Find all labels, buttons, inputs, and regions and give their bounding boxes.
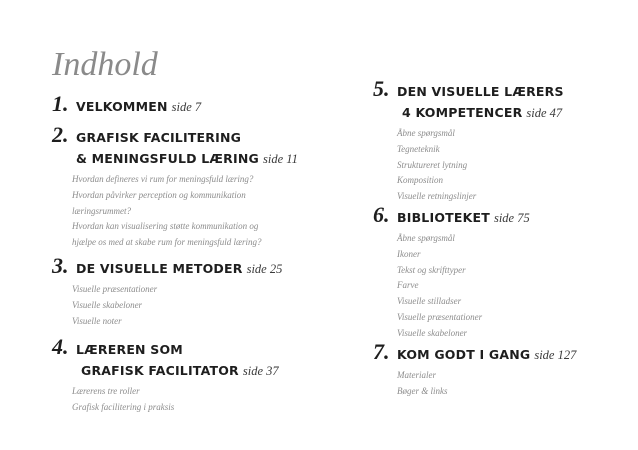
subitem: Åbne spørgsmål <box>397 128 455 138</box>
subitem-list <box>52 282 282 329</box>
subitem: Hvordan påvirker perception og kommunikation <box>72 189 246 200</box>
chapter-title: LÆREREN SOM <box>76 342 183 357</box>
chapter-title: DEN VISUELLE LÆRERS <box>397 84 564 99</box>
chapter-number: 5. <box>373 76 390 101</box>
subitem: Visuelle retningslinjer <box>397 191 477 202</box>
subitem: Ikoner <box>397 248 421 259</box>
chapter-number: 7. <box>373 339 390 364</box>
toc-entry-5[interactable] <box>373 78 564 205</box>
subitem: Struktureret lytning <box>397 159 468 170</box>
subitem: Lærerens tre roller <box>72 386 140 396</box>
subitem: Visuelle skabeloner <box>72 299 143 310</box>
chapter-page: side 75 <box>493 211 530 225</box>
subitem: hjælpe os med at skabe rum for meningsfuld læring? <box>72 237 262 248</box>
subitem: Farve <box>397 280 419 291</box>
chapter-title: KOM GODT I GANG <box>397 347 531 362</box>
subitem: Materialer <box>397 370 436 380</box>
subitem: Hvordan kan visualisering støtte kommunikation og <box>72 221 259 232</box>
chapter-number: 4. <box>52 334 69 359</box>
subitem: Åbne spørgsmål <box>397 233 455 243</box>
chapter-title: GRAFISK FACILITERING <box>76 130 242 145</box>
chapter-page: side 25 <box>246 262 283 276</box>
chapter-number: 6. <box>373 202 390 227</box>
subitem-list <box>373 368 576 400</box>
subitem: Komposition <box>397 175 444 186</box>
chapter-page: side 47 <box>526 106 563 120</box>
toc-entry-4[interactable] <box>52 336 279 416</box>
subitem: Grafisk facilitering i praksis <box>72 401 175 412</box>
subitem: Tekst og skrifttyper <box>397 264 466 275</box>
subitem: Visuelle præsentationer <box>397 311 483 322</box>
subitem-list <box>373 126 564 205</box>
toc-entry-1[interactable] <box>52 93 201 118</box>
chapter-page: side 7 <box>171 100 202 114</box>
subitem: Bøger & links <box>397 385 448 396</box>
toc-entry-7[interactable] <box>373 341 576 400</box>
chapter-page: side 37 <box>242 364 279 378</box>
chapter-title: BIBLIOTEKET <box>397 210 490 225</box>
chapter-title-continued: 4 KOMPETENCER <box>402 105 523 120</box>
page-title: Indhold <box>52 46 158 83</box>
chapter-page: side 11 <box>262 152 298 166</box>
toc-entry-3[interactable] <box>52 255 282 329</box>
chapter-number: 1. <box>52 91 69 116</box>
subitem: Visuelle noter <box>72 315 122 326</box>
toc-entry-2[interactable] <box>52 124 298 251</box>
chapter-number: 2. <box>52 122 69 147</box>
subitem-list <box>373 231 530 342</box>
chapter-title-continued: GRAFISK FACILITATOR <box>81 363 239 378</box>
subitem: Visuelle skabeloner <box>397 327 468 338</box>
chapter-title-continued: & MENINGSFULD LÆRING <box>76 151 259 166</box>
chapter-number: 3. <box>52 253 69 278</box>
subitem-list <box>52 384 279 416</box>
toc-entry-6[interactable] <box>373 204 530 342</box>
subitem-list <box>52 172 298 251</box>
subitem: Tegneteknik <box>397 143 440 154</box>
chapter-page: side 127 <box>534 348 577 362</box>
chapter-title: DE VISUELLE METODER <box>76 261 243 276</box>
chapter-title: VELKOMMEN <box>76 99 168 114</box>
subitem: Hvordan defineres vi rum for meningsfuld læring? <box>72 174 254 184</box>
subitem: læringsrummet? <box>72 205 132 216</box>
subitem: Visuelle præsentationer <box>72 284 158 294</box>
subitem: Visuelle stilladser <box>397 296 462 307</box>
